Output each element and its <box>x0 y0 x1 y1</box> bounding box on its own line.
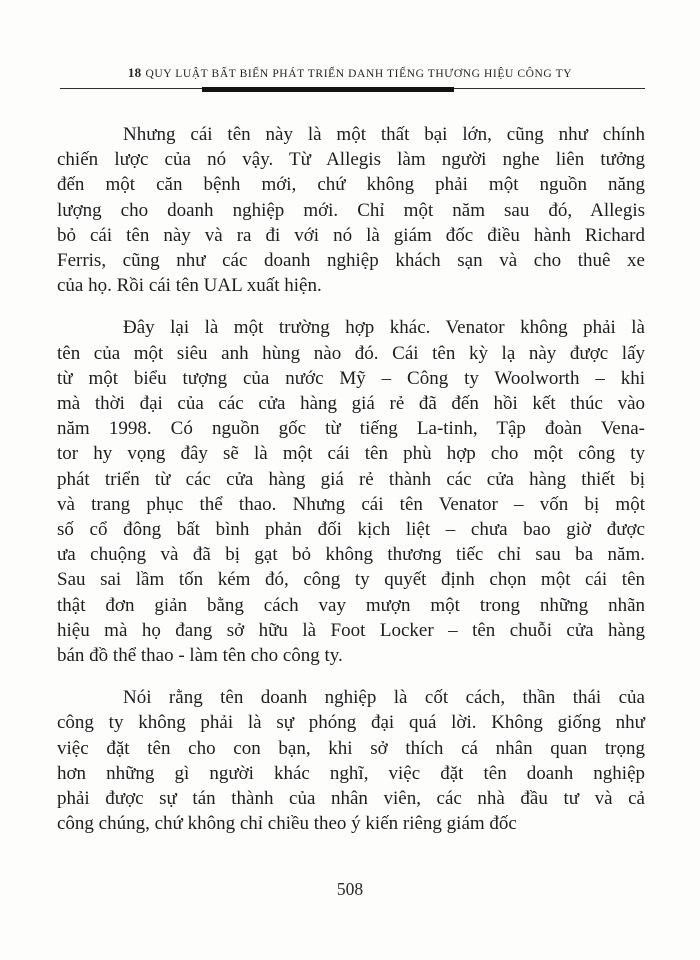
text-line: bỏ cái tên này và ra đi với nó là giám đốc điều hành Richard <box>57 224 645 246</box>
text-line: công ty không phải là sự phóng đại quá lời. Không giống như <box>57 712 645 734</box>
running-header-title: QUY LUẬT BẤT BIẾN PHÁT TRIỂN DANH TIẾNG THƯƠNG HIỆU CÔNG TY <box>145 68 573 80</box>
text-line: từ một biểu tượng của nước Mỹ – Công ty Woolworth – khi <box>57 367 645 389</box>
text-line: thật đơn giản bằng cách vay mượn một trong những nhãn <box>57 594 645 616</box>
text-line: Nói rằng tên doanh nghiệp là cốt cách, thần thái của <box>123 687 645 709</box>
paragraph <box>57 685 645 836</box>
text-line: công chúng, chứ không chỉ chiều theo ý kiến riêng giám đốc <box>57 813 517 835</box>
text-line: chiến lược của nó vậy. Từ Allegis làm người nghe liên tưởng <box>57 149 645 171</box>
text-line: Ferris, cũng như các doanh nghiệp khách sạn và cho thuê xe <box>57 250 645 272</box>
text-line: việc đặt tên cho con bạn, khi sở thích cá nhân quan trọng <box>57 737 645 759</box>
text-line: bán đồ thể thao - làm tên cho công ty. <box>57 645 343 667</box>
text-line: năm 1998. Có nguồn gốc từ tiếng La-tinh, Tập đoàn Vena- <box>57 418 645 440</box>
text-line: hiệu mà họ đang sở hữu là Foot Locker – tên chuỗi cửa hàng <box>57 619 645 641</box>
text-line: lượng cho doanh nghiệp mới. Chỉ một năm sau đó, Allegis <box>57 199 645 221</box>
page-number: 508 <box>336 879 364 899</box>
text-line: số cổ đông bất bình phản đối kịch liệt – chưa bao giờ được <box>57 519 645 541</box>
header-rule-thick-segment <box>202 87 454 92</box>
text-line: tor hy vọng đây sẽ là một cái tên phù hợp cho một công ty <box>57 443 645 465</box>
text-line: và trang phục thể thao. Nhưng cái tên Venator – vốn bị một <box>57 493 645 515</box>
text-line: ưa chuộng và đã bị gạt bỏ không thương tiếc chỉ sau ba năm. <box>57 544 645 566</box>
text-line: hơn những gì người khác nghĩ, việc đặt tên doanh nghiệp <box>57 762 645 784</box>
header-rule <box>60 88 645 94</box>
text-line: Sau sai lầm tốn kém đó, công ty quyết định chọn một cái tên <box>57 569 645 591</box>
text-line: mà thời đại của các cửa hàng giá rẻ đã đến hồi kết thúc vào <box>57 393 645 415</box>
text-line: của họ. Rồi cái tên UAL xuất hiện. <box>57 275 322 297</box>
paragraph <box>57 122 645 298</box>
page-footer <box>0 879 700 900</box>
text-line: Nhưng cái tên này là một thất bại lớn, cũng như chính <box>123 124 645 145</box>
text-line: Đây lại là một trường hợp khác. Venator không phải là <box>123 317 645 339</box>
running-header <box>0 65 700 81</box>
chapter-number: 18 <box>127 65 142 80</box>
paragraph <box>57 315 645 668</box>
text-line: phát triển từ các cửa hàng giá rẻ thành các cửa hàng thiết bị <box>57 468 645 490</box>
text-line: phải được sự tán thành của nhân viên, các nhà đầu tư và cả <box>57 788 645 810</box>
text-line: đến một căn bệnh mới, chứ không phải một nguồn năng <box>57 174 645 196</box>
page-body <box>57 122 645 836</box>
text-line: tên của một siêu anh hùng nào đó. Cái tên kỳ lạ này được lấy <box>57 342 645 364</box>
